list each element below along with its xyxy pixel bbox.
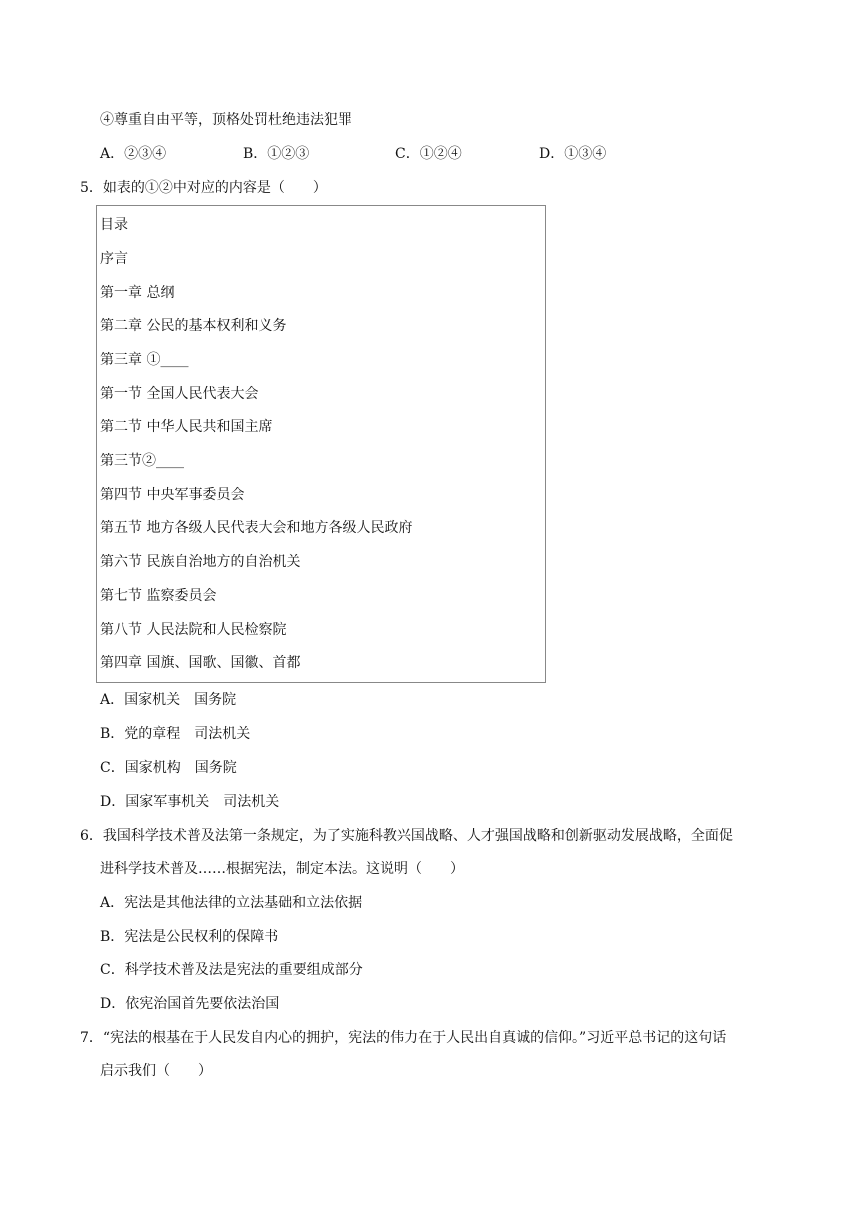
- q4-statement-4: ④尊重自由平等，顶格处罚杜绝违法犯罪: [100, 112, 352, 128]
- toc-item: 第二节 中华人民共和国主席: [100, 419, 273, 435]
- q5-stem: 5．如表的①②中对应的内容是（ ）: [80, 180, 327, 196]
- toc-item: 第二章 公民的基本权利和义务: [100, 318, 287, 334]
- toc-item: 第一章 总纲: [100, 285, 175, 301]
- toc-item: 第七节 监察委员会: [100, 588, 217, 604]
- q5-option-c: C．国家机构 国务院: [100, 760, 237, 776]
- toc-item: 第三节②____: [100, 453, 184, 469]
- q6-option-c: C．科学技术普及法是宪法的重要组成部分: [100, 962, 363, 978]
- constitution-toc-table: [96, 205, 546, 683]
- toc-item: 第六节 民族自治地方的自治机关: [100, 554, 301, 570]
- q6-stem-line-1: 6．我国科学技术普及法第一条规定，为了实施科教兴国战略、人才强国战略和创新驱动发展战略，全面促: [80, 828, 733, 844]
- toc-item: 第四章 国旗、国歌、国徽、首都: [100, 655, 301, 671]
- toc-item: 第三章 ①____: [100, 352, 189, 368]
- q4-option-b: B．①②③: [243, 146, 310, 162]
- q4-option-c: C．①②④: [395, 146, 462, 162]
- toc-item: 第一节 全国人民代表大会: [100, 386, 259, 402]
- toc-item: 第五节 地方各级人民代表大会和地方各级人民政府: [100, 520, 413, 536]
- toc-item: 序言: [100, 251, 128, 267]
- q6-option-d: D．依宪治国首先要依法治国: [100, 996, 280, 1012]
- toc-item: 第四节 中央军事委员会: [100, 487, 245, 503]
- q6-option-a: A．宪法是其他法律的立法基础和立法依据: [100, 895, 363, 911]
- q6-stem-line-2: 进科学技术普及……根据宪法，制定本法。这说明（ ）: [100, 861, 464, 877]
- q4-option-d: D．①③④: [539, 146, 607, 162]
- toc-item: 目录: [100, 217, 128, 233]
- q5-option-d: D．国家军事机关 司法机关: [100, 794, 280, 810]
- q7-stem-line-1: 7．“宪法的根基在于人民发自内心的拥护，宪法的伟力在于人民出自真诚的信仰。”习近平总书记的这句话: [80, 1030, 727, 1046]
- toc-item: 第八节 人民法院和人民检察院: [100, 622, 287, 638]
- q7-stem-line-2: 启示我们（ ）: [100, 1063, 212, 1079]
- q6-option-b: B．宪法是公民权利的保障书: [100, 929, 279, 945]
- q5-option-b: B．党的章程 司法机关: [100, 726, 251, 742]
- q4-option-a: A．②③④: [100, 146, 167, 162]
- q4-options: [100, 144, 660, 164]
- q5-option-a: A．国家机关 国务院: [100, 692, 237, 708]
